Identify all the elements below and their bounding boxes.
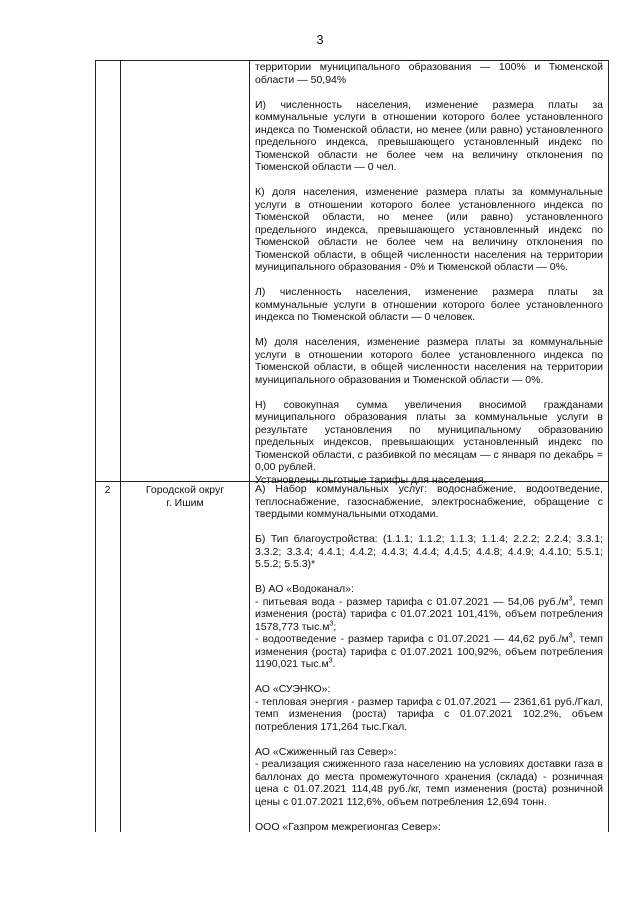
- row1-content: [255, 61, 603, 486]
- vodokanal-title: В) АО «Водоканал»:: [255, 583, 354, 595]
- sup-m3: 3: [329, 620, 334, 627]
- vodokanal-sewer-cont: , темп изменения (роста) тарифа с 01.07.2021 100,92%, объем потребления 1190,021 тыс.м: [255, 633, 603, 670]
- suenko-text: - тепловая энергия - размер тарифа с 01.07.2021 — 2361,61 руб./Гкал, темп изменения (роста) тарифа с 01.07.2021 102.2%, объем потребления 171,264 тыс.Гкал.: [255, 695, 603, 733]
- vodokanal-block: [255, 583, 603, 671]
- row1-closing-line: Установлены льготные тарифы для населения.: [255, 473, 487, 486]
- gas-block: [255, 746, 603, 809]
- row2-name-line2: г. Ишим: [166, 497, 204, 509]
- vodokanal-sewer: - водоотведение - размер тарифа с 01.07.2021 — 44,62 руб./м: [255, 633, 569, 645]
- row1-paragraph-i: И) численность населения, изменение размера платы за коммунальные услуги в отношении которого более установленного индекса по Тюменской области, но менее (или равно) установленного предельного индекса, превышающего установленный индекс по Тюменской области не более чем на величину отклонения по Тюменской области — 0 чел.: [255, 98, 603, 173]
- row1-paragraph-l: Л) численность населения, изменение размера платы за коммунальные услуги в отношении которого более установленного индекса по Тюменской области — 0 человек.: [255, 286, 603, 323]
- table-border-right: [608, 60, 609, 832]
- row2-paragraph-b: Б) Тип благоустройства: (1.1.1; 1.1.2; 1.1.3; 1.1.4; 2.2.2; 2.2.4; 3.3.1; 3.3.2; 3.3.4; 4.4.1; 4.4.2; 4.4.3; 4.4.4; 4.4.5; 4.4.8; 4.4.9; 4.4.10; 5.5.1; 5.5.2; 5.5.3)*: [255, 533, 603, 570]
- punctuation: ;: [333, 620, 337, 633]
- gas-text: - реализация сжиженного газа населению на условиях доставки газа в баллонах до места промежуточного хранения (склада) - розничная цена с 01.07.2021 114,48 руб./кг, темп изменения (роста) розничной цены с 01.07.2021 112,6%, объем потребления 12,694 тонн.: [255, 758, 603, 808]
- sup-m3: 3: [568, 632, 573, 640]
- gas-title: АО «Сжиженный газ Север»:: [255, 745, 397, 758]
- row2-municipality: [121, 484, 249, 510]
- row2-number: 2: [104, 484, 111, 496]
- vodokanal-water-cont: , темп изменения (роста) тарифа с 01.07.2021 101,41%, объем потребления 1578,773 тыс.м: [255, 595, 604, 633]
- punctuation: .: [332, 658, 336, 670]
- suenko-title: АО «СУЭНКО»:: [255, 683, 331, 695]
- row2-content: [255, 483, 603, 833]
- table-border-left: [95, 60, 96, 832]
- column-divider-2: [249, 60, 250, 832]
- page-number: 3: [316, 32, 324, 47]
- column-divider-1: [120, 60, 121, 832]
- tariff-table: [95, 60, 609, 832]
- suenko-block: [255, 683, 603, 733]
- row1-paragraph-1: территории муниципального образования — 100% и Тюменской области — 50,94%: [255, 61, 603, 86]
- row1-paragraph-m: М) доля населения, изменение размера платы за коммунальные услуги в отношении которого более установленного индекса по Тюменской области, в общей численности населения на территории муниципального образования и Тюменской области — 0%.: [255, 336, 603, 386]
- row1-paragraph-k: К) доля населения, изменение размера платы за коммунальные услуги в отношении которого более установленного индекса по Тюменской области, но менее (или равно) установленного предельного индекса, превышающего установленный индекс по Тюменской области не более чем на величину отклонения по Тюменской области, в общей численности населения на территории муниципального образования - 0% и Тюменской области — 0%.: [255, 186, 603, 273]
- row2-name-line1: Городской округ: [145, 484, 225, 496]
- vodokanal-water: - питьевая вода - размер тарифа с 01.07.2021 — 54,06 руб./м: [255, 595, 569, 608]
- row1-paragraph-n: Н) совокупная сумма увеличения вносимой гражданами муниципального образования платы за коммунальные услуги в результате установления по муниципальному образованию предельных индексов, превышающих установленный индекс по Тюменской области, с разбивкой по месяцам — с января по декабрь = 0,00 рублей.: [255, 398, 603, 473]
- sup-m3: 3: [568, 595, 573, 602]
- sup-m3: 3: [328, 657, 333, 665]
- gazprom-title: ООО «Газпром межрегионгаз Север»:: [255, 820, 441, 833]
- row2-paragraph-a: А) Набор коммунальных услуг: водоснабжение, водоотведение, теплоснабжение, газоснабжение, электроснабжение, обращение с твердыми коммунальными отходами.: [255, 483, 603, 520]
